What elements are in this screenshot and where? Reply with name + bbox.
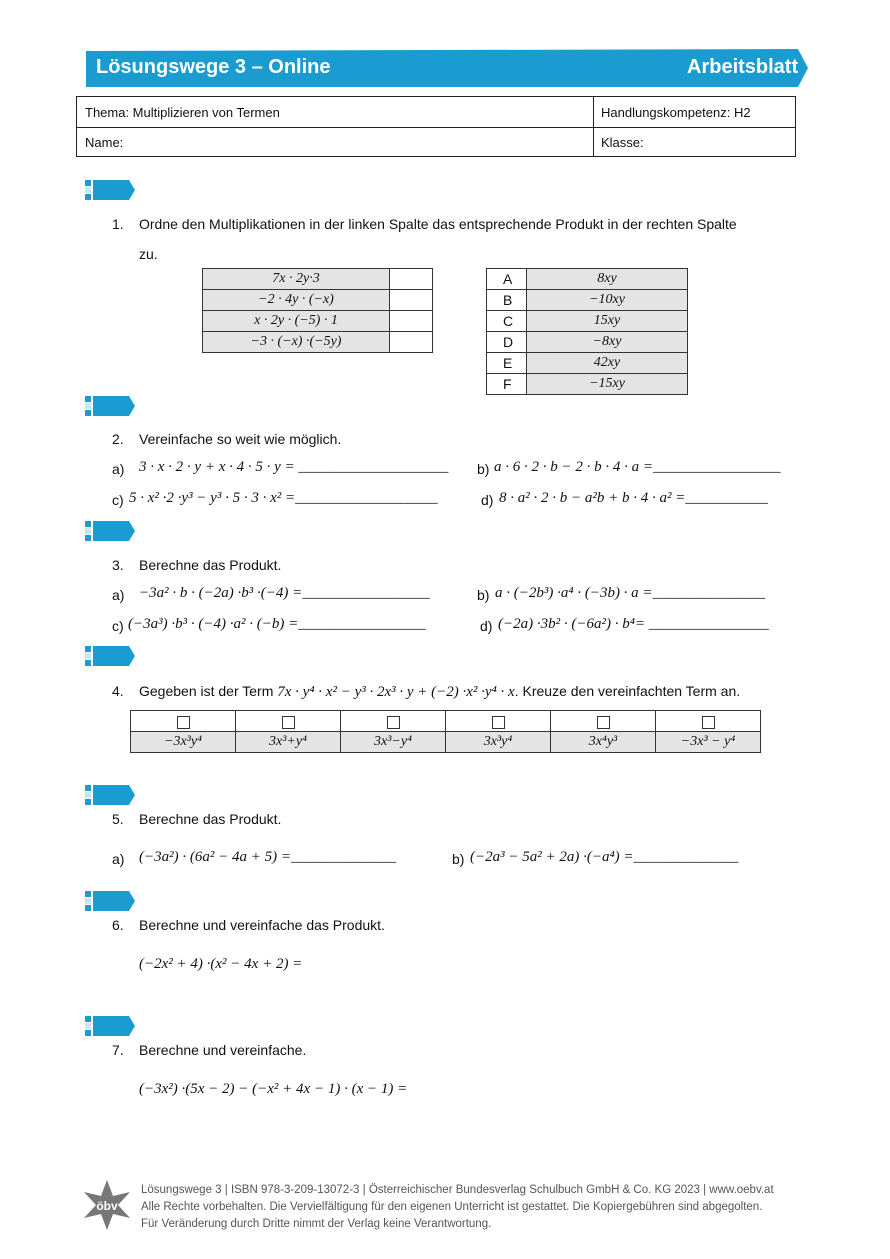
- option-checkbox[interactable]: [341, 711, 446, 732]
- task2-c-expr[interactable]: 5 · x² ·2 ·y³ − y³ · 5 · 3 · x² =___________________: [129, 490, 438, 506]
- task2-b-expr[interactable]: a · 6 · 2 · b − 2 · b · 4 · a =_________________: [494, 459, 781, 475]
- table-row: [203, 332, 433, 353]
- thema-label: Thema: Multiplizieren von Termen: [85, 105, 280, 120]
- option-term: −3x³y⁴: [131, 732, 236, 753]
- task3-number: 3.: [112, 557, 124, 573]
- term-cell: 7x · 2y·3: [203, 269, 390, 290]
- footer: [141, 1182, 774, 1233]
- section-marker-icon: [85, 1016, 137, 1036]
- task2-number: 2.: [112, 431, 124, 447]
- task5-text: Berechne das Produkt.: [139, 811, 282, 827]
- checkbox-icon[interactable]: [177, 716, 190, 729]
- checkbox-icon[interactable]: [282, 716, 295, 729]
- footer-line: Lösungswege 3 | ISBN 978-3-209-13072-3 | Österreichischer Bundesverlag Schulbuch GmbH & Co. KG 2023 | www.oebv.at: [141, 1184, 774, 1196]
- task4-text-before: Gegeben ist der Term: [139, 683, 274, 699]
- option-term: 3x³+y⁴: [236, 732, 341, 753]
- product-cell: 42xy: [527, 353, 688, 374]
- task4-text-after: . Kreuze den vereinfachten Term an.: [514, 683, 741, 699]
- option-term: 3x⁴y³: [551, 732, 656, 753]
- option-checkbox[interactable]: [131, 711, 236, 732]
- product-cell: −15xy: [527, 374, 688, 395]
- term-cell: −3 · (−x) ·(−5y): [203, 332, 390, 353]
- logo-text: öbv: [96, 1199, 118, 1213]
- part-b-label: b): [477, 461, 490, 477]
- checkbox-icon[interactable]: [702, 716, 715, 729]
- task7-expr: (−3x²) ·(5x − 2) − (−x² + 4x − 1) · (x − 1) =: [139, 1081, 408, 1097]
- task7-number: 7.: [112, 1042, 124, 1058]
- option-checkbox[interactable]: [551, 711, 656, 732]
- section-marker-icon: [85, 180, 137, 200]
- section-marker-icon: [85, 785, 137, 805]
- checkbox-icon[interactable]: [597, 716, 610, 729]
- part-d-label: d): [480, 618, 493, 634]
- task1-right-table: [486, 268, 688, 395]
- option-checkbox[interactable]: [446, 711, 551, 732]
- option-term: −3x³ − y⁴: [656, 732, 761, 753]
- table-row: [203, 290, 433, 311]
- option-checkbox[interactable]: [236, 711, 341, 732]
- kompetenz-label: Handlungskompetenz: H2: [601, 105, 751, 120]
- table-row: [487, 353, 688, 374]
- product-cell: 8xy: [527, 269, 688, 290]
- header-title: Lösungswege 3 – Online: [96, 56, 331, 78]
- oebv-logo-icon: [80, 1178, 134, 1232]
- task3-c-expr[interactable]: (−3a³) ·b³ · (−4) ·a² · (−b) =_________________: [128, 616, 426, 632]
- product-cell: 15xy: [527, 311, 688, 332]
- product-cell: −8xy: [527, 332, 688, 353]
- part-b-label: b): [452, 851, 465, 867]
- klasse-field[interactable]: Klasse:: [601, 135, 644, 150]
- table-row: [487, 374, 688, 395]
- part-d-label: d): [481, 492, 494, 508]
- option-term: 3x³y⁴: [446, 732, 551, 753]
- letter-cell: B: [487, 290, 527, 311]
- name-field[interactable]: Name:: [85, 135, 124, 150]
- task4-term: 7x · y⁴ · x² − y³ · 2x³ · y + (−2) ·x² ·y⁴ · x: [277, 684, 515, 700]
- task3-text: Berechne das Produkt.: [139, 557, 282, 573]
- footer-line: Alle Rechte vorbehalten. Die Vervielfältigung für den eigenen Unterricht ist gestattet. Die Kopiergebühren sind abgegolten.: [141, 1201, 763, 1213]
- task1-number: 1.: [112, 216, 124, 232]
- option-checkbox[interactable]: [656, 711, 761, 732]
- task5-a-expr[interactable]: (−3a²) · (6a² − 4a + 5) =______________: [139, 849, 396, 865]
- checkbox-icon[interactable]: [387, 716, 400, 729]
- answer-cell[interactable]: [390, 311, 433, 332]
- task3-d-expr[interactable]: (−2a) ·3b² · (−6a²) · b⁴= ________________: [498, 616, 769, 632]
- options-row: [131, 732, 761, 753]
- table-row: [203, 269, 433, 290]
- product-cell: −10xy: [527, 290, 688, 311]
- table-row: [203, 311, 433, 332]
- section-marker-icon: [85, 891, 137, 911]
- answer-cell[interactable]: [390, 269, 433, 290]
- task5-b-expr[interactable]: (−2a³ − 5a² + 2a) ·(−a⁴) =______________: [470, 849, 739, 865]
- answer-cell[interactable]: [390, 332, 433, 353]
- part-c-label: c): [112, 618, 124, 634]
- table-row: [487, 269, 688, 290]
- part-a-label: a): [112, 851, 125, 867]
- task6-expr: (−2x² + 4) ·(x² − 4x + 2) =: [139, 956, 303, 972]
- term-cell: x · 2y · (−5) · 1: [203, 311, 390, 332]
- task3-a-expr[interactable]: −3a² · b · (−2a) ·b³ ·(−4) =_________________: [139, 585, 430, 601]
- table-row: [487, 332, 688, 353]
- part-c-label: c): [112, 492, 124, 508]
- part-a-label: a): [112, 587, 125, 603]
- checkbox-icon[interactable]: [492, 716, 505, 729]
- answer-cell[interactable]: [390, 290, 433, 311]
- task4-number: 4.: [112, 683, 124, 699]
- term-cell: −2 · 4y · (−x): [203, 290, 390, 311]
- part-a-label: a): [112, 461, 125, 477]
- option-term: 3x³−y⁴: [341, 732, 446, 753]
- task2-a-expr[interactable]: 3 · x · 2 · y + x · 4 · 5 · y = ____________________: [139, 459, 449, 475]
- task1-left-table: [202, 268, 433, 353]
- section-marker-icon: [85, 646, 137, 666]
- footer-line: Für Veränderung durch Dritte nimmt der Verlag keine Verantwortung.: [141, 1218, 492, 1230]
- header-doc-type: Arbeitsblatt: [687, 56, 799, 78]
- letter-cell: D: [487, 332, 527, 353]
- letter-cell: C: [487, 311, 527, 332]
- task5-number: 5.: [112, 811, 124, 827]
- letter-cell: F: [487, 374, 527, 395]
- task4-options-table: [130, 710, 761, 753]
- task6-text: Berechne und vereinfache das Produkt.: [139, 917, 385, 933]
- info-table: [76, 96, 796, 157]
- task3-b-expr[interactable]: a · (−2b³) ·a⁴ · (−3b) · a =_______________: [495, 585, 766, 601]
- table-row: [487, 311, 688, 332]
- section-marker-icon: [85, 396, 137, 416]
- task1-text-cont: zu.: [139, 246, 158, 262]
- checkbox-row: [131, 711, 761, 732]
- part-b-label: b): [477, 587, 490, 603]
- table-row: [487, 290, 688, 311]
- task1-text: Ordne den Multiplikationen in der linken Spalte das entsprechende Produkt in der rechten Spalte: [139, 216, 737, 232]
- task4-text: [139, 681, 740, 702]
- task6-number: 6.: [112, 917, 124, 933]
- task2-text: Vereinfache so weit wie möglich.: [139, 431, 342, 447]
- task2-d-expr[interactable]: 8 · a² · 2 · b − a²b + b · 4 · a² =___________: [499, 490, 768, 506]
- letter-cell: E: [487, 353, 527, 374]
- section-marker-icon: [85, 521, 137, 541]
- letter-cell: A: [487, 269, 527, 290]
- task7-text: Berechne und vereinfache.: [139, 1042, 307, 1058]
